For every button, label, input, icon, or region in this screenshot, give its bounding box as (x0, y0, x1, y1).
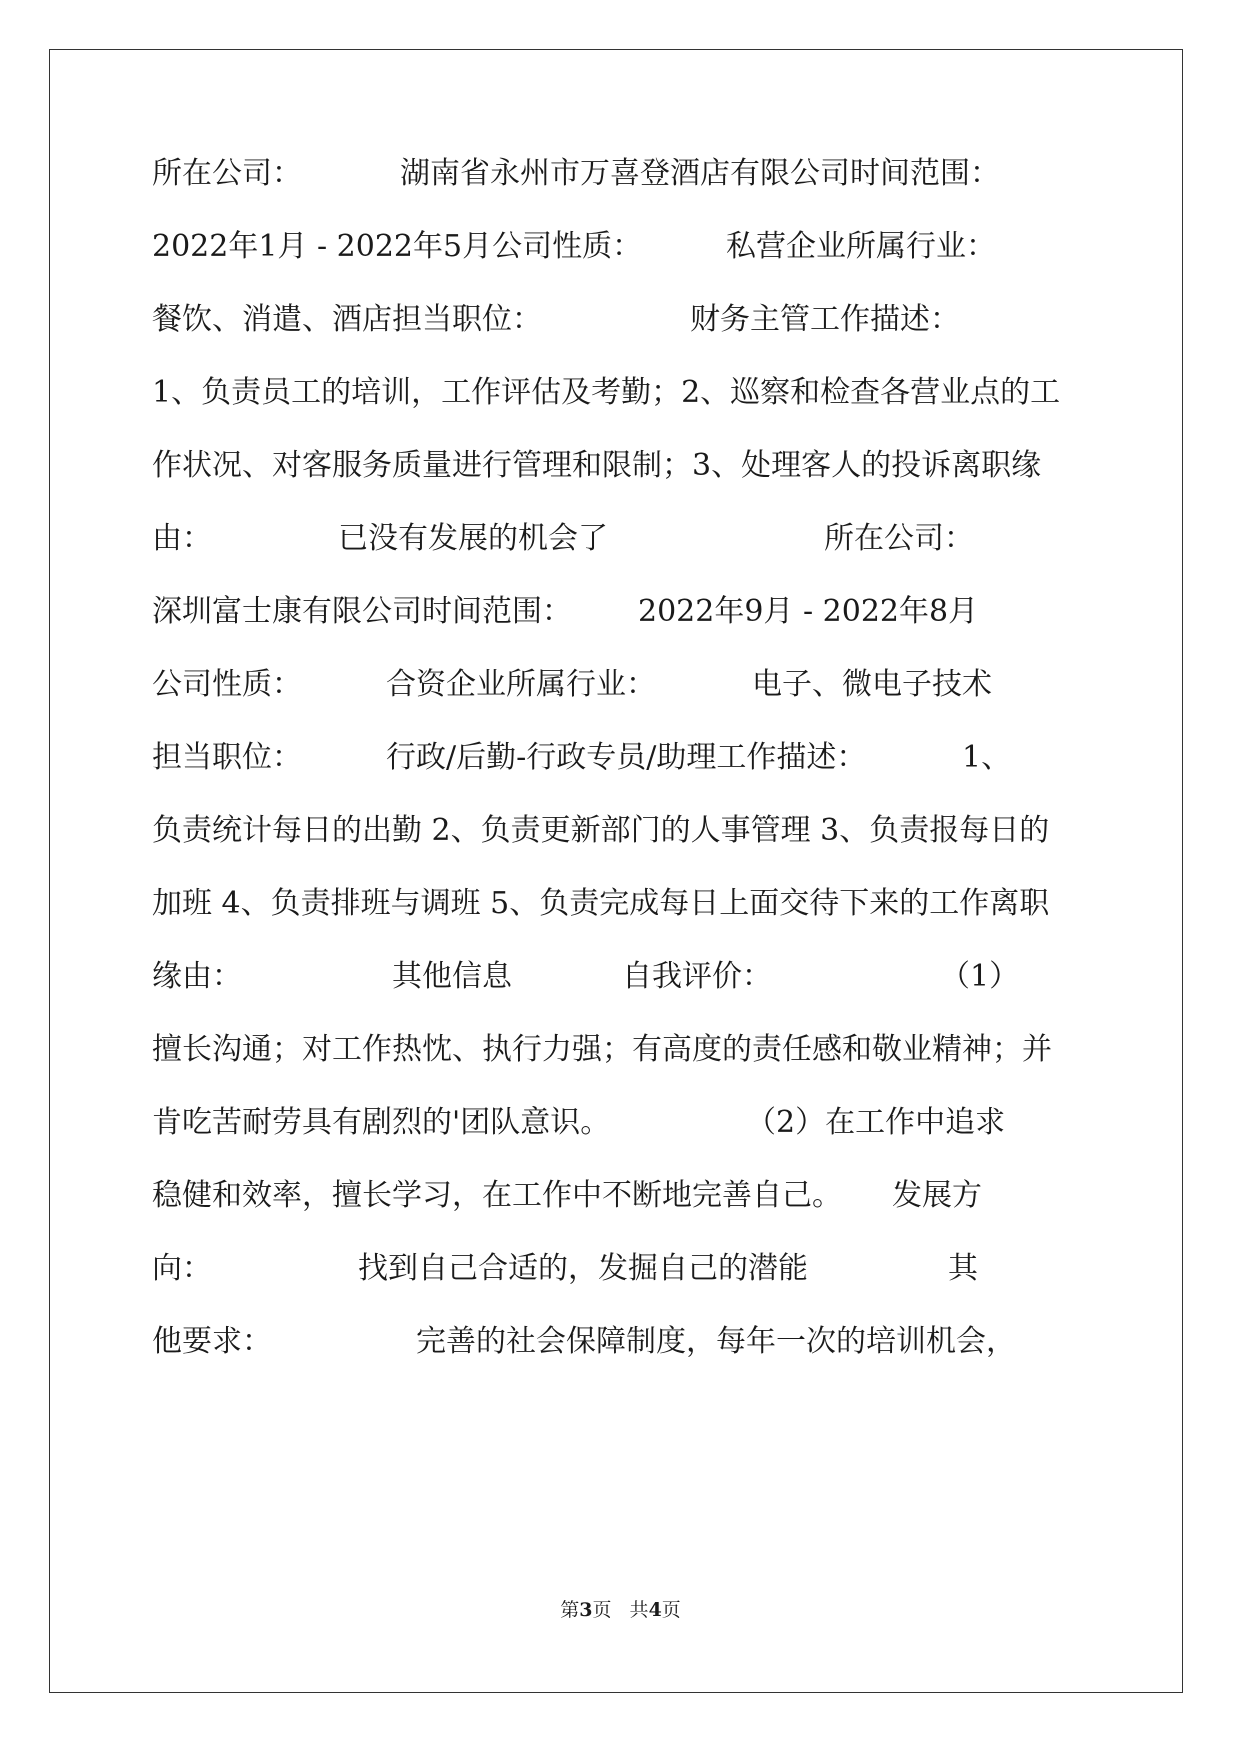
page-border (49, 49, 1183, 1693)
text-segment: 发展方 (892, 1178, 982, 1213)
text-line (152, 811, 1082, 851)
text-line (152, 446, 1082, 486)
text-segment: 负责统计每日的出勤 2、负责更新部门的人事管理 3、负责报每日的 (152, 813, 1050, 848)
text-segment: 完善的社会保障制度，每年一次的培训机会， (416, 1324, 1016, 1359)
text-segment: 2022年9月 - 2022年8月 (638, 594, 979, 629)
text-line (152, 1176, 1082, 1216)
page-label: 页 共 (592, 1599, 649, 1621)
text-segment: 担当职位： (152, 740, 302, 775)
text-segment: 所在公司： (152, 156, 302, 191)
text-segment: 找到自己合适的，发掘自己的潜能 (358, 1251, 808, 1286)
text-line (152, 1322, 1082, 1362)
text-line (152, 519, 1082, 559)
text-segment: （2）在工作中追求 (746, 1105, 1006, 1140)
text-segment: 缘由： (152, 959, 242, 994)
text-segment: 公司性质： (152, 667, 302, 702)
text-segment: （1） (940, 959, 1020, 994)
text-segment: 其 (948, 1251, 978, 1286)
text-segment: 擅长沟通；对工作热忱、执行力强；有高度的责任感和敬业精神；并 (152, 1032, 1052, 1067)
text-line (152, 1030, 1082, 1070)
text-segment: 深圳富士康有限公司时间范围： (152, 594, 572, 629)
text-segment: 其他信息 (392, 959, 512, 994)
text-line (152, 957, 1082, 997)
text-line (152, 154, 1082, 194)
total-page-count: 4 (648, 1599, 662, 1621)
text-line (152, 738, 1082, 778)
text-segment: 1、负责员工的培训，工作评估及考勤；2、巡察和检查各营业点的工 (152, 375, 1061, 410)
text-segment: 合资企业所属行业： (386, 667, 656, 702)
page-footer (0, 1598, 1241, 1622)
text-segment: 稳健和效率，擅长学习，在工作中不断地完善自己。 (152, 1178, 842, 1213)
text-segment: 向： (152, 1251, 212, 1286)
text-line (152, 1249, 1082, 1289)
text-segment: 加班 4、负责排班与调班 5、负责完成每日上面交待下来的工作离职 (152, 886, 1050, 921)
text-line (152, 592, 1082, 632)
text-segment: 行政/后勤-行政专员/助理工作描述： (386, 740, 867, 775)
page-label: 页 (661, 1599, 681, 1621)
text-segment: 私营企业所属行业： (726, 229, 996, 264)
text-segment: 由： (152, 521, 212, 556)
text-segment: 所在公司： (824, 521, 974, 556)
text-segment: 作状况、对客服务质量进行管理和限制；3、处理客人的投诉离职缘 (152, 448, 1042, 483)
text-segment: 1、 (962, 740, 1012, 775)
text-segment: 餐饮、消遣、酒店担当职位： (152, 302, 542, 337)
current-page-number: 3 (579, 1599, 593, 1621)
text-line (152, 300, 1082, 340)
text-segment: 肯吃苦耐劳具有剧烈的'团队意识。 (152, 1105, 611, 1140)
text-segment: 湖南省永州市万喜登酒店有限公司时间范围： (400, 156, 1000, 191)
text-segment: 2022年1月 - 2022年5月公司性质： (152, 229, 643, 264)
text-segment: 自我评价： (622, 959, 772, 994)
text-segment: 财务主管工作描述： (690, 302, 960, 337)
text-segment: 已没有发展的机会了 (338, 521, 608, 556)
text-line (152, 1103, 1082, 1143)
text-line (152, 227, 1082, 267)
text-line (152, 884, 1082, 924)
text-line (152, 665, 1082, 705)
text-segment: 他要求： (152, 1324, 272, 1359)
text-line (152, 373, 1082, 413)
page-label: 第 (560, 1599, 580, 1621)
text-segment: 电子、微电子技术 (752, 667, 992, 702)
